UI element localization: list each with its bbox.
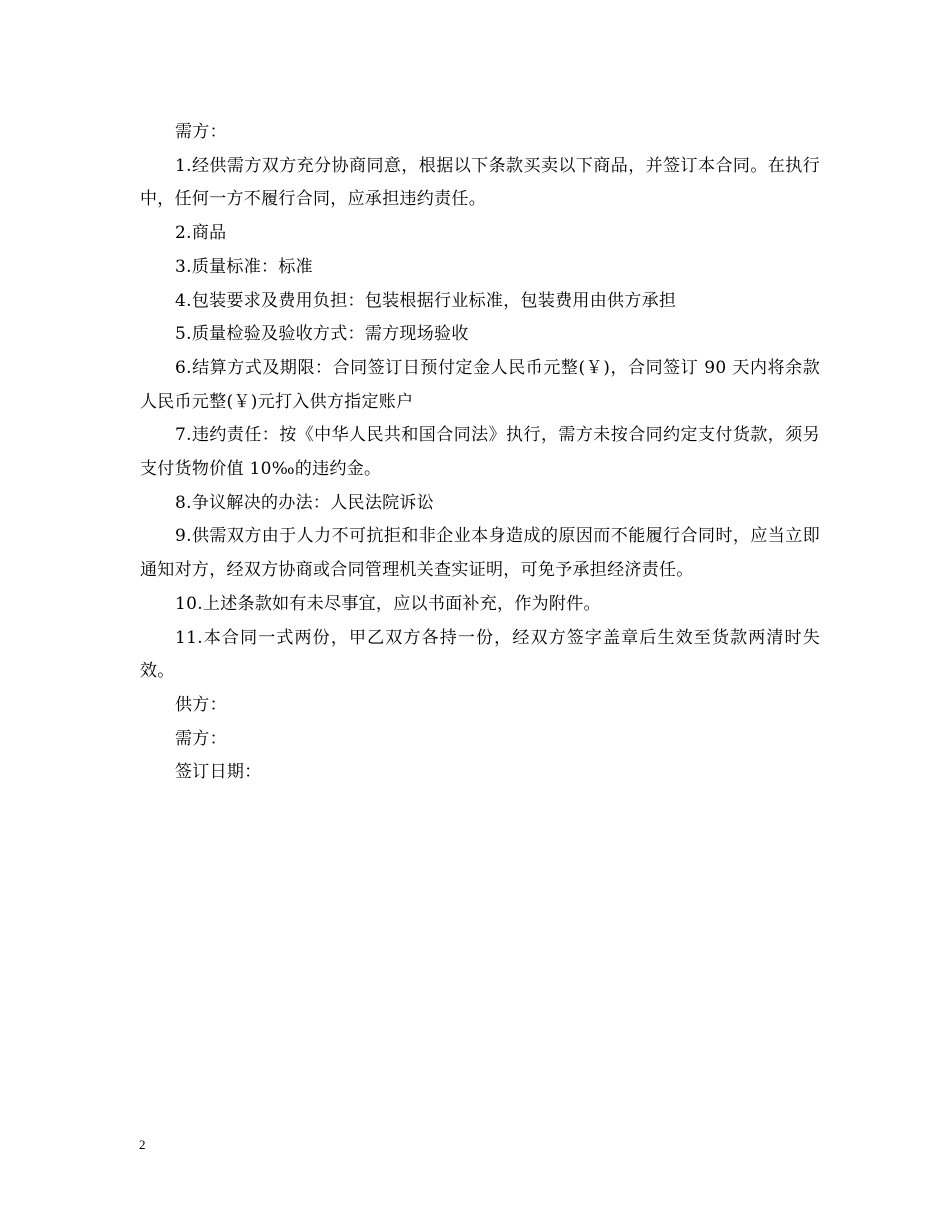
signature-supplier: 供方： (175, 694, 227, 715)
clause-3-quality-standard: 3.质量标准：标准 (175, 256, 313, 277)
signature-date: 签订日期： (175, 762, 262, 783)
contract-body (140, 116, 820, 790)
clause-6-settlement: 6.结算方式及期限：合同签订日预付定金人民币元整(￥)，合同签订 90 天内将余款人民币元整(￥)元打入供方指定账户 (140, 357, 820, 412)
clause-4-packaging: 4.包装要求及费用负担：包装根据行业标准，包装费用由供方承担 (175, 290, 677, 311)
clause-10-supplement: 10.上述条款如有未尽事宜，应以书面补充，作为附件。 (175, 593, 601, 614)
clause-7-liability: 7.违约责任：按《中华人民共和国合同法》执行，需方未按合同约定支付货款，须另支付货物价值 10‰的违约金。 (140, 425, 820, 480)
page-number: 2 (139, 1137, 146, 1152)
clause-5-inspection: 5.质量检验及验收方式：需方现场验收 (175, 324, 469, 345)
clause-9-force-majeure: 9.供需双方由于人力不可抗拒和非企业本身造成的原因而不能履行合同时，应当立即通知对方，经双方协商或合同管理机关查实证明，可免予承担经济责任。 (140, 526, 820, 581)
clause-1-agreement: 1.经供需方双方充分协商同意，根据以下条款买卖以下商品，并签订本合同。在执行中，任何一方不履行合同，应承担违约责任。 (140, 155, 820, 210)
clause-2-goods: 2.商品 (175, 223, 227, 244)
signature-buyer: 需方： (175, 728, 227, 749)
clause-11-copies: 11.本合同一式两份，甲乙双方各持一份，经双方签字盖章后生效至货款两清时失效。 (140, 627, 820, 682)
party-buyer-header: 需方： (175, 122, 227, 142)
clause-8-dispute: 8.争议解决的办法：人民法院诉讼 (175, 492, 435, 513)
